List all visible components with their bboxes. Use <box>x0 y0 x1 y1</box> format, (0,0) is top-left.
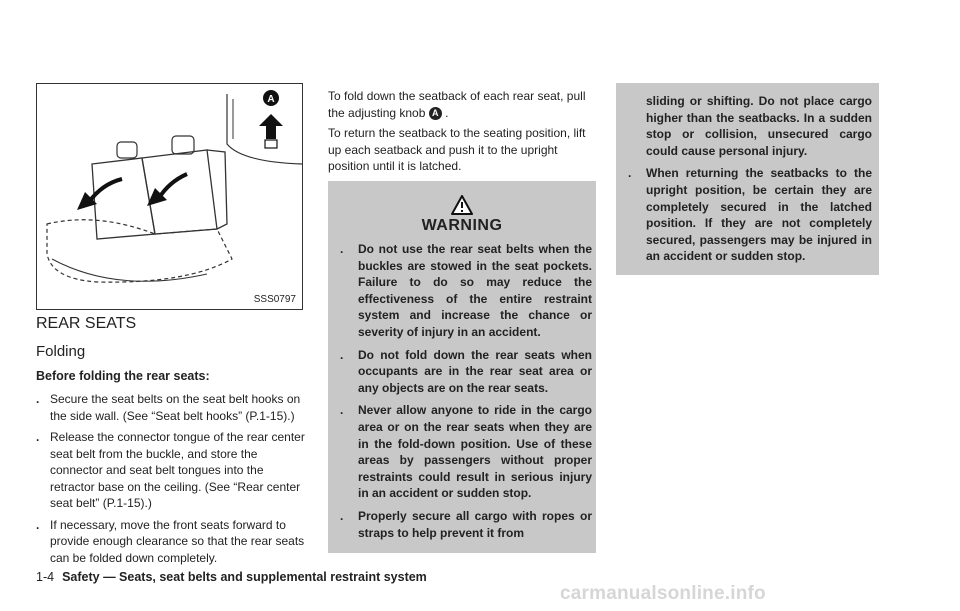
list-item <box>340 508 592 541</box>
page-footer <box>36 570 427 584</box>
list-item <box>340 347 592 397</box>
bullet-mark: . <box>36 517 40 532</box>
fold-text: To fold down the seatback of each rear seat, pull the adjusting knob <box>328 89 586 120</box>
bullet-text: Release the connector tongue of the rear center seat belt from the buckle, and store the connector and seat belt tongues into the retractor base on the ceiling. (See “Rear center seat belt” (P.1-15).) <box>50 430 305 510</box>
fold-instruction <box>328 88 596 121</box>
list-item <box>36 517 308 567</box>
marker-a: A <box>267 94 275 105</box>
warning-text: Never allow anyone to ride in the cargo area or on the rear seats when they are in the fold-down position. Use of these areas by passengers without proper restraints could result in serious injury in an accident or sudden stop. <box>358 403 592 501</box>
chapter-title: Safety — Seats, seat belts and supplemental restraint system <box>62 570 427 584</box>
figure-caption: SSS0797 <box>253 294 296 305</box>
warning-list-continued <box>628 93 872 271</box>
warning-list <box>340 241 592 547</box>
knob-a-marker: A <box>429 107 442 120</box>
instruction-list <box>36 391 308 571</box>
warning-icon <box>451 195 473 215</box>
bullet-mark: . <box>36 430 40 444</box>
warning-text: sliding or shifting. Do not place cargo higher than the seatbacks. In a sudden stop or collision, unsecured cargo could cause personal injury. <box>646 94 872 158</box>
warning-text: Properly secure all cargo with ropes or straps to help prevent it from <box>358 508 592 540</box>
list-item <box>628 165 872 265</box>
return-instruction: To return the seatback to the seating position, lift up each seatback and push it to the upright position until it is latched. <box>328 126 586 173</box>
list-item <box>340 241 592 341</box>
bullet-mark: . <box>340 403 344 418</box>
list-item <box>340 402 592 502</box>
page-number: 1-4 <box>36 570 55 584</box>
warning-box-continued <box>616 83 879 275</box>
bullet-mark: . <box>628 166 632 181</box>
warning-header <box>328 195 596 235</box>
seat-illustration <box>36 83 303 310</box>
rear-seat-drawing <box>37 84 302 309</box>
warning-text: Do not fold down the rear seats when occupants are in the rear seat area or any objects are on the rear seats. <box>358 347 592 395</box>
warning-text: Do not use the rear seat belts when the buckles are stowed in the seat pockets. Failure to do so may reduce the effectiveness of the entire restraint system and increase the chance or severity of injury in an accident. <box>358 242 592 339</box>
bullet-mark: . <box>340 347 344 362</box>
section-title: REAR SEATS <box>36 315 137 332</box>
fold-text-end: . <box>445 105 449 120</box>
warning-title: WARNING <box>421 217 503 234</box>
warning-box <box>328 181 596 553</box>
bullet-text: If necessary, move the front seats forward to provide enough clearance so that the rear seats can be folded down completely. <box>50 517 305 565</box>
bullet-text: Secure the seat belts on the seat belt hooks on the side wall. (See “Seat belt hooks” (P.1-15).) <box>50 392 301 423</box>
bullet-mark: . <box>340 242 344 256</box>
watermark: carmanualsonline.info <box>560 583 766 604</box>
bullet-mark: . <box>36 392 40 406</box>
sub-title: Folding <box>36 343 86 360</box>
list-item <box>36 429 308 512</box>
lead-text: Before folding the rear seats: <box>36 369 210 383</box>
warning-text: When returning the seatbacks to the upright position, be certain they are completely secured in the latched position. If they are not completely secured, passengers may be injured in an accident or sudden stop. <box>646 166 872 264</box>
bullet-mark: . <box>340 508 344 523</box>
list-item <box>628 93 872 159</box>
list-item <box>36 391 308 424</box>
